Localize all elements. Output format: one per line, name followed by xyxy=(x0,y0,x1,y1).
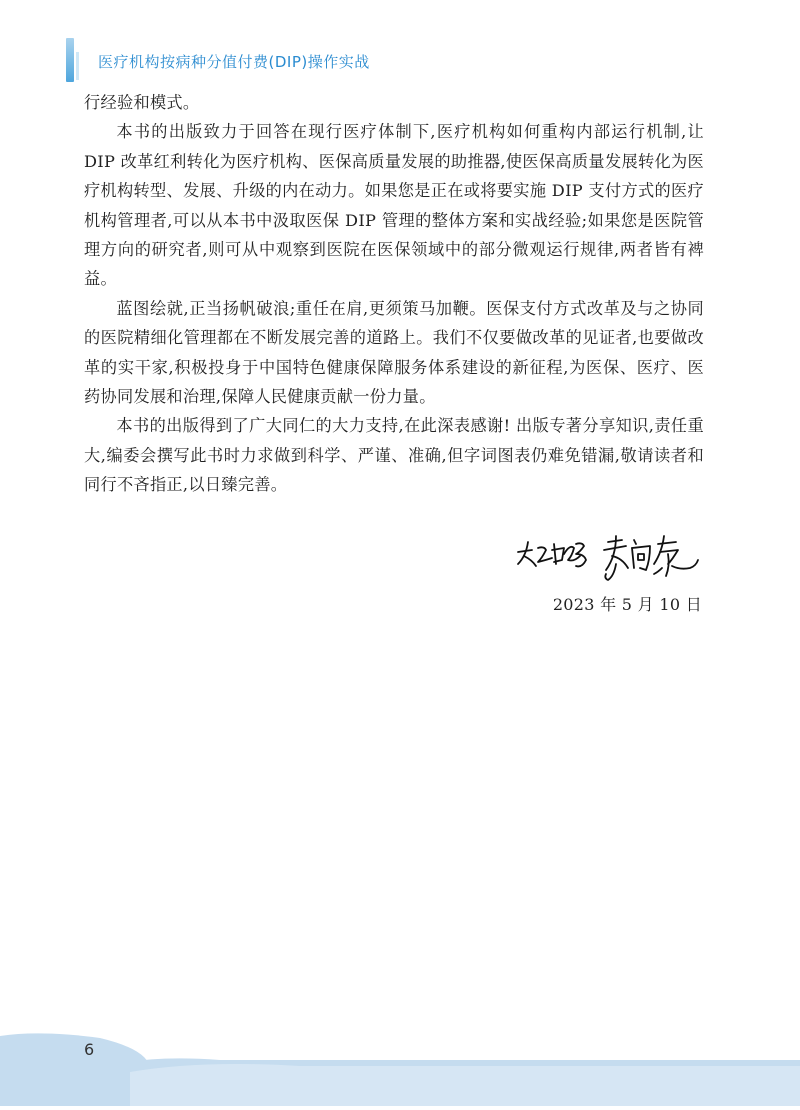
page-footer xyxy=(0,1010,800,1106)
paragraph-purpose: 本书的出版致力于回答在现行医疗体制下,医疗机构如何重构内部运行机制,让 DIP 改革红利转化为医疗机构、医保高质量发展的助推器,使医保高质量发展转化为医疗机构转型、发展、升级的内在动力。如果您是正在或将要实施 DIP 支付方式的医疗机构管理者,可以从本书中汲取医保 DIP 管理的整体方案和实战经验;如果您是医院管理方向的研究者,则可从中观察到医院在医保领域中的部分微观运行规律,两者皆有裨益。 xyxy=(84,122,704,289)
running-header-title: 医疗机构按病种分值付费(DIP)操作实战 xyxy=(98,53,370,71)
paragraph-continuation: 行经验和模式。 xyxy=(84,93,200,112)
signing-date: 2023 年 5 月 10 日 xyxy=(552,595,702,614)
paragraph-vision: 蓝图绘就,正当扬帆破浪;重任在肩,更须策马加鞭。医保支付方式改革及与之协同的医院精细化管理都在不断发展完善的道路上。我们不仅要做改革的见证者,也要做改革的实干家,积极投身于中国特色健康保障服务体系建设的新征程,为医保、医疗、医药协同发展和治理,保障人民健康贡献一份力量。 xyxy=(84,298,704,407)
handwritten-signature xyxy=(512,530,702,588)
footer-wave-decoration xyxy=(0,1010,800,1106)
signature-image xyxy=(512,530,702,588)
body-text xyxy=(84,88,704,500)
page-number: 6 xyxy=(84,1040,95,1059)
page-header xyxy=(0,0,800,90)
header-accent-bar xyxy=(66,38,74,82)
header-accent-stripe xyxy=(76,52,79,80)
paragraph-acknowledgement: 本书的出版得到了广大同仁的大力支持,在此深表感谢! 出版专著分享知识,责任重大,编委会撰写此书时力求做到科学、严谨、准确,但字词图表仍难免错漏,敬请读者和同行不吝指正,以日臻完善。 xyxy=(84,416,704,495)
